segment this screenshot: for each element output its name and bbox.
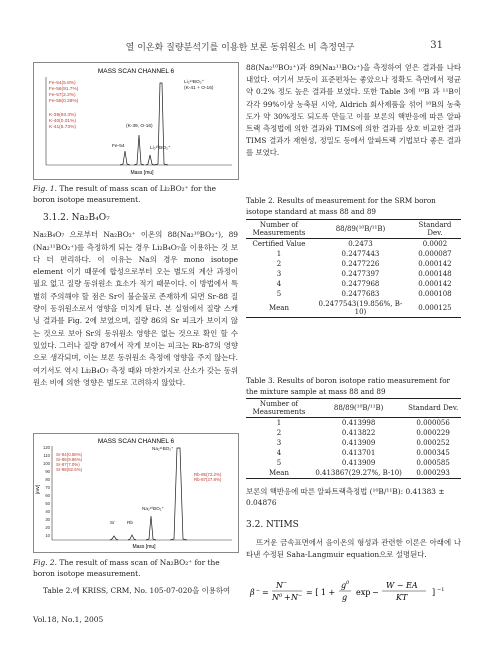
table-cell: 0.2477683 xyxy=(341,290,380,298)
peak-fe54 xyxy=(120,151,130,165)
table-cell: 1 xyxy=(276,250,282,258)
table-row xyxy=(246,448,461,458)
table-cell: 1 xyxy=(276,419,282,427)
table-cell: 0.413909 xyxy=(341,439,376,447)
right-column-paragraph-2 xyxy=(246,537,461,561)
table-3-header-row xyxy=(246,399,461,418)
peak-k39-o16 xyxy=(134,135,144,165)
table-3-caption: Table 3. Results of boron isotope ratio measurement for the mixture sample at mass 88 and 89 xyxy=(246,376,450,396)
legend-fe56: Fe-56(91.7%) xyxy=(49,87,79,92)
svg-text:KT: KT xyxy=(396,593,408,602)
legend-sr88: Sr-88(82.6%) xyxy=(56,467,83,472)
table-cell: 3 xyxy=(276,270,282,278)
table-3-note: 보론의 핵반응에 따른 알파트랙측정법 (¹⁰B/¹¹B): 0.41383 ± 0.04876 xyxy=(246,487,445,507)
table-row xyxy=(246,418,461,429)
legend-k40: K-40(0.01%) xyxy=(49,119,76,124)
figure-2-caption-label: Fig. 2. xyxy=(33,558,57,567)
legend-sr87: Sr-87(7.0%) xyxy=(56,462,80,467)
figure-2-title: MASS SCAN CHANNEL 6 xyxy=(97,438,175,445)
svg-text:N: N xyxy=(276,581,283,590)
y-tick: 120 xyxy=(43,445,50,450)
table-row xyxy=(246,458,461,468)
svg-text:g: g xyxy=(342,593,348,602)
peak-sr xyxy=(110,536,118,540)
peak-li2-11bo2 xyxy=(154,83,168,165)
svg-text:β: β xyxy=(250,588,255,597)
table-cell: 0.000125 xyxy=(418,304,452,312)
label-sr: Sr xyxy=(110,520,115,525)
table-cell: 0.2473 xyxy=(348,240,373,248)
y-tick: 90 xyxy=(45,469,50,474)
peak-li2-10bo2 xyxy=(146,155,154,165)
legend-fe58: Fe-58(0.28%) xyxy=(49,99,79,104)
table-cell: 0.413867(29.27%, B-10) xyxy=(315,469,402,477)
svg-text:+: + xyxy=(284,593,291,602)
label-k41-o16: (K-41 + O-16) xyxy=(184,86,214,91)
svg-text:−: − xyxy=(283,580,288,586)
y-tick: 80 xyxy=(45,477,50,482)
table-cell: 0.2477226 xyxy=(341,260,380,268)
svg-text:−: − xyxy=(256,588,261,594)
table-cell: Mean xyxy=(269,304,289,312)
table-2-header-row xyxy=(246,220,461,239)
y-tick: 110 xyxy=(43,453,50,458)
peak-rb xyxy=(128,535,136,540)
label-li2-11bo2: Li₂¹¹BO₂⁺ xyxy=(184,80,205,85)
y-tick: 30 xyxy=(45,517,50,522)
legend-fe54: Fe-54(5.8%) xyxy=(49,81,76,86)
label-na2-11bo2: Na₂¹¹BO₂⁺ xyxy=(152,446,174,451)
svg-text:N: N xyxy=(291,593,298,602)
table-cell: 0.000056 xyxy=(416,419,450,427)
table-row xyxy=(246,428,461,438)
right-paragraph-1: 88(Na₂¹⁰BO₂⁺)과 89(Na₂¹¹BO₂⁺)을 측정하여 얻은 결과를 나타내었다. 여기서 보듯이 표준편차는 좋았으나 정확도 측면에서 평균 약 0.2% 정도 높은 결과를 보였다. 또한 Table 3에 ¹⁰B 과 ¹¹B이 각각 99%이상 농축된 시약, Aldrich 회사제품을 섞어 ¹⁰B의 농축도가 약 30%정도 되도록 만들고 이를 보론의 핵반응에 따른 알파트랙 측정법에 의한 결과와 TIMS에 의한 결과를 상호 비교한 결과 TIMS 결과가 재현성, 정밀도 등에서 알파트랙 기법보다 좋은 결과를 보였다. xyxy=(246,63,461,158)
figure-2-caption-text: The result of mass scan of Na₂BO₂⁺ for the boron isotope measurement. xyxy=(33,558,220,578)
left-paragraph-1: Na₂B₄O₇ 으로부터 Na₂BO₂⁺ 이온의 88(Na₂¹⁰BO₂⁺), 89 (Na₂¹¹BO₂⁺)를 측정하게 되는 경우 Li₂B₄O₇을 이용하는 것 보다 더 편리하다. 이 이유는 Na의 경우 mono isotope element 이기 때문에 합성으로부터 오는 별도의 계산 과정이 필요 없고 질량 동위원소 효소가 적기 때문이다. 이 방법에서 특별히 주의해야 할 점은 Sr이 불순물로 존재하게 되면 Sr-88 질량이 동위원소로서 영향을 미치게 된다. 본 실험에서 질량 스캐닝 결과를 Fig. 2에 보였으며, 질량 86의 Sr 피크가 보이지 않는 것으로 보아 Sr의 동위원소 영향은 없는 것으로 확인 할 수 있었다. 그러나 질량 87에서 작게 보이는 피크는 Rb-87의 영향으로 생각되며, 이는 보론 동위원소 측정에 영향을 주지 않는다. 여기서도 역시 Li₂B₄O₇ 측정 때와 마찬가지로 산소가 갖는 동위원소 비에 의한 영향은 별도로 고려하지 않았다. xyxy=(33,230,238,387)
figure-1-caption xyxy=(33,183,238,205)
figure-2-peak-labels xyxy=(110,446,174,525)
table-2 xyxy=(246,219,461,318)
table-row xyxy=(246,269,461,279)
table-cell: 0.413909 xyxy=(341,459,376,467)
right-paragraph-2: 뜨거운 금속표면에서 음이온의 형성과 관련한 이론은 아래에 나타낸 수정된 Saha-Langmuir equation으로 설명된다. xyxy=(246,538,461,560)
table-row xyxy=(246,249,461,259)
table-cell: 0.000087 xyxy=(418,250,452,258)
figure-1-title: MASS SCAN CHANNEL 6 xyxy=(97,68,175,75)
svg-text:0: 0 xyxy=(346,580,350,586)
table-cell: 3 xyxy=(276,439,282,447)
figure-2-xlabel: Mass [mu] xyxy=(132,544,156,550)
table-cell: 5 xyxy=(276,459,282,467)
peak-na2-10bo2 xyxy=(146,516,156,540)
legend-sr84: Sr-84(0.56%) xyxy=(56,452,83,457)
running-header xyxy=(0,40,480,53)
table-cell: 0.413701 xyxy=(341,449,376,457)
table-cell: 2 xyxy=(276,429,282,437)
table-cell: 2 xyxy=(276,260,282,268)
table-cell: 0.2477543(19.856%, B-10) xyxy=(318,300,403,316)
table-cell: 0.000108 xyxy=(418,290,452,298)
table-row xyxy=(246,279,461,289)
table-cell: 0.000585 xyxy=(416,459,450,467)
label-k39-o16: (K-39, O-16) xyxy=(126,124,153,129)
table-3-header-cell: 88/89(¹⁰B/¹¹B) xyxy=(333,404,384,412)
table-cell: 0.000142 xyxy=(418,280,452,288)
legend-sr86: Sr-86(9.86%) xyxy=(56,457,83,462)
left-column xyxy=(33,212,238,389)
table-cell: 4 xyxy=(276,280,282,288)
svg-text:=: = xyxy=(262,588,269,597)
figure-1-xlabel: Mass [mu] xyxy=(130,170,154,176)
peak-na2-11bo2 xyxy=(170,448,187,540)
section-3-1-2-heading: 3.1.2. Na₂B₄O₇ xyxy=(43,213,110,223)
y-tick: 50 xyxy=(45,501,50,506)
table-cell: 0.000229 xyxy=(416,429,450,437)
table-2-grid xyxy=(246,219,461,318)
table-row xyxy=(246,468,461,479)
svg-text:exp: exp xyxy=(356,588,371,597)
svg-text:−: − xyxy=(298,593,303,599)
table-cell: Mean xyxy=(269,469,289,477)
table-cell: 0.2477968 xyxy=(341,280,380,288)
right-column-paragraph-1 xyxy=(246,62,461,160)
table-cell: 0.000345 xyxy=(416,449,450,457)
table-2-header-cell: Standard Dev. xyxy=(418,221,452,237)
y-tick: 60 xyxy=(45,493,50,498)
figure-1-legend xyxy=(49,80,79,130)
table-cell: 4 xyxy=(276,449,282,457)
label-na2-10bo2: Na₂¹⁰BO₂⁺ xyxy=(142,506,164,511)
table-row xyxy=(246,438,461,448)
table-2-header-cell: Number of Measurements xyxy=(252,221,306,237)
svg-text:= [ 1 +: = [ 1 + xyxy=(306,588,336,597)
legend-rb85: Rb-85(72.2%) xyxy=(194,472,222,477)
figure-1-caption-label: Fig. 1. xyxy=(33,184,57,193)
svg-text:N: N xyxy=(272,593,279,602)
y-tick: 40 xyxy=(45,509,50,514)
table-2-header-cell: 88/89(¹⁰B/¹¹B) xyxy=(335,225,386,233)
figure-2 xyxy=(33,433,239,553)
figure-2-caption xyxy=(33,557,238,579)
legend-fe57: Fe-57(2.2%) xyxy=(49,93,76,98)
table-2-caption: Table 2. Results of measurement for the SRM boron isotope standard at mass 88 and 89 xyxy=(246,196,436,216)
table-row xyxy=(246,259,461,269)
table-row xyxy=(246,289,461,299)
figure-2-legend xyxy=(56,452,222,482)
running-title: 열 이온화 질량분석기를 이용한 보론 동위원소 비 측정연구 xyxy=(125,43,355,53)
table-cell: 0.2477443 xyxy=(341,250,380,258)
page-number: 31 xyxy=(430,40,443,51)
y-tick: 70 xyxy=(45,485,50,490)
figure-2-peaks xyxy=(110,448,187,540)
y-tick: 100 xyxy=(43,461,50,466)
table-3-grid xyxy=(246,398,461,479)
label-li2-10bo2: Li₂¹⁰BO₂⁺ xyxy=(150,146,171,151)
table-cell: 0.000148 xyxy=(418,270,452,278)
table-cell: 0.0002 xyxy=(422,240,448,248)
figure-1-caption-text: The result of mass scan of Li₂BO₂⁺ for the boron isotope measurement. xyxy=(33,184,217,204)
legend-rb87: Rb-87(27.8%) xyxy=(194,477,222,482)
y-tick: 20 xyxy=(45,525,50,530)
footer-volume: Vol.18, No.1, 2005 xyxy=(33,615,104,624)
table-cell: 0.000142 xyxy=(418,260,452,268)
y-tick: 10 xyxy=(45,533,50,538)
left-paragraph-2 xyxy=(33,585,238,597)
svg-text:g: g xyxy=(341,581,347,590)
svg-text:−1: −1 xyxy=(437,587,445,593)
table-3-header-cell: Number of Measurements xyxy=(252,400,306,416)
label-fe54: Fe-54 xyxy=(112,144,125,149)
table-3 xyxy=(246,398,461,479)
left-paragraph-2-text: Table 2.에 KRISS, CRM, No. 105-07-020을 이용하여 xyxy=(43,586,231,595)
legend-k39: K-39(93.3%) xyxy=(49,113,76,118)
table-cell: 0.413822 xyxy=(341,429,376,437)
figure-2-y-ticks xyxy=(43,445,51,538)
table-cell: 0.413998 xyxy=(341,419,376,427)
saha-langmuir-equation xyxy=(246,573,461,613)
table-3-header-cell: Standard Dev. xyxy=(408,404,459,412)
equation-graphic xyxy=(246,573,461,613)
table-cell: Certified Value xyxy=(252,240,306,248)
table-row xyxy=(246,239,461,250)
table-row xyxy=(246,299,461,318)
table-cell: 5 xyxy=(276,290,282,298)
legend-k41: K-41(6.73%) xyxy=(49,125,76,130)
section-3-2-heading: 3.2. NTIMS xyxy=(246,520,299,530)
figure-1 xyxy=(33,62,239,180)
table-cell: 0.000252 xyxy=(416,439,450,447)
svg-text:]: ] xyxy=(432,588,436,597)
figure-1-plot xyxy=(34,63,238,179)
figure-2-plot xyxy=(34,434,238,552)
table-cell: 0.000293 xyxy=(416,469,450,477)
svg-text:0: 0 xyxy=(279,593,283,599)
svg-text:−: − xyxy=(372,588,379,597)
label-rb: Rb xyxy=(127,520,133,525)
svg-text:W − EA: W − EA xyxy=(386,581,418,590)
table-cell: 0.2477397 xyxy=(341,270,380,278)
figure-2-ylabel: [mV] xyxy=(35,484,40,494)
